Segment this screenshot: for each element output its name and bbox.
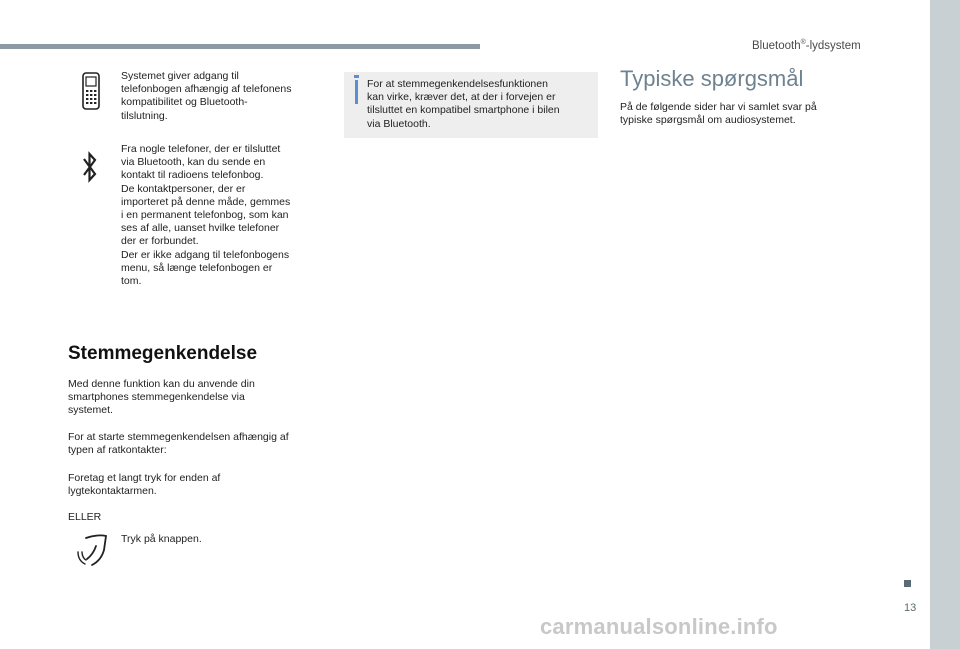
text-line: På de følgende sider har vi samlet svar på — [620, 101, 817, 113]
phonebook-text — [121, 70, 291, 123]
voice-start-text — [68, 431, 289, 457]
bluetooth-icon — [82, 150, 98, 189]
or-text: ELLER — [68, 511, 102, 523]
text-line: via Bluetooth, kan du sende en — [121, 156, 266, 169]
page-edge-strip — [930, 0, 960, 649]
mobile-phone-icon — [80, 72, 102, 115]
text-line: telefonbogen afhængig af telefonens — [121, 83, 292, 96]
section-title-faq: Typiske spørgsmål — [620, 66, 804, 91]
info-icon — [355, 80, 358, 104]
text-line: Systemet giver adgang til — [121, 70, 239, 82]
text-line: lygtekontaktarmen. — [68, 485, 157, 498]
info-icon-dot — [354, 75, 359, 78]
text-line: tilslutning. — [121, 109, 168, 122]
text-line: der er forbundet. — [121, 235, 199, 248]
text-line: i en permanent telefonbog, som kan — [121, 209, 289, 222]
text-line: For at stemmegenkendelsesfunktionen — [367, 78, 548, 90]
faq-intro-text — [620, 101, 817, 127]
voice-intro-text — [68, 378, 255, 418]
text-line: Med denne funktion kan du anvende din — [68, 378, 255, 390]
chapter-title — [752, 39, 861, 52]
text-line: menu, så længe telefonbogen er — [121, 261, 273, 274]
chapter-title-suffix: -lydsystem — [805, 39, 861, 52]
text-line: For at starte stemmegenkendelsen afhængig af — [68, 431, 289, 443]
text-line: typiske spørgsmål om audiosystemet. — [620, 114, 796, 127]
text-line: ses af alle, uanset hvilke telefoner — [121, 222, 280, 235]
text-line: De kontaktpersoner, der er — [121, 182, 246, 195]
page-marker — [904, 580, 911, 587]
chapter-title-main: Bluetooth — [752, 39, 801, 52]
bluetooth-contacts-text — [121, 143, 290, 288]
text-line: Fra nogle telefoner, der er tilsluttet — [121, 143, 281, 155]
text-line: via Bluetooth. — [367, 117, 431, 130]
section-title-voice-recognition: Stemmegenkendelse — [68, 343, 258, 364]
header-rule — [0, 44, 480, 49]
text-line: systemet. — [68, 404, 113, 417]
text-line: kontakt til radioens telefonbog. — [121, 169, 264, 182]
text-line: tom. — [121, 275, 142, 288]
text-line: kan virke, kræver det, at der i forvejen er — [367, 91, 556, 104]
text-line: importeret på denne måde, gemmes — [121, 195, 291, 208]
info-note-text — [367, 78, 560, 131]
text-line: Foretag et langt tryk for enden af — [68, 472, 221, 484]
long-press-text — [68, 472, 220, 498]
text-line: kompatibilitet og Bluetooth- — [121, 96, 248, 109]
page-number: 13 — [904, 602, 917, 614]
registered-mark: ® — [800, 39, 806, 46]
watermark: carmanualsonline.info — [540, 614, 778, 639]
text-line: typen af ratkontakter: — [68, 444, 167, 457]
text-line: smartphones stemmegenkendelse via — [68, 391, 245, 404]
voice-button-icon — [74, 532, 110, 573]
press-button-text: Tryk på knappen. — [121, 533, 202, 545]
text-line: Der er ikke adgang til telefonbogens — [121, 248, 290, 261]
text-line: tilsluttet en kompatibel smartphone i bilen — [367, 104, 560, 117]
